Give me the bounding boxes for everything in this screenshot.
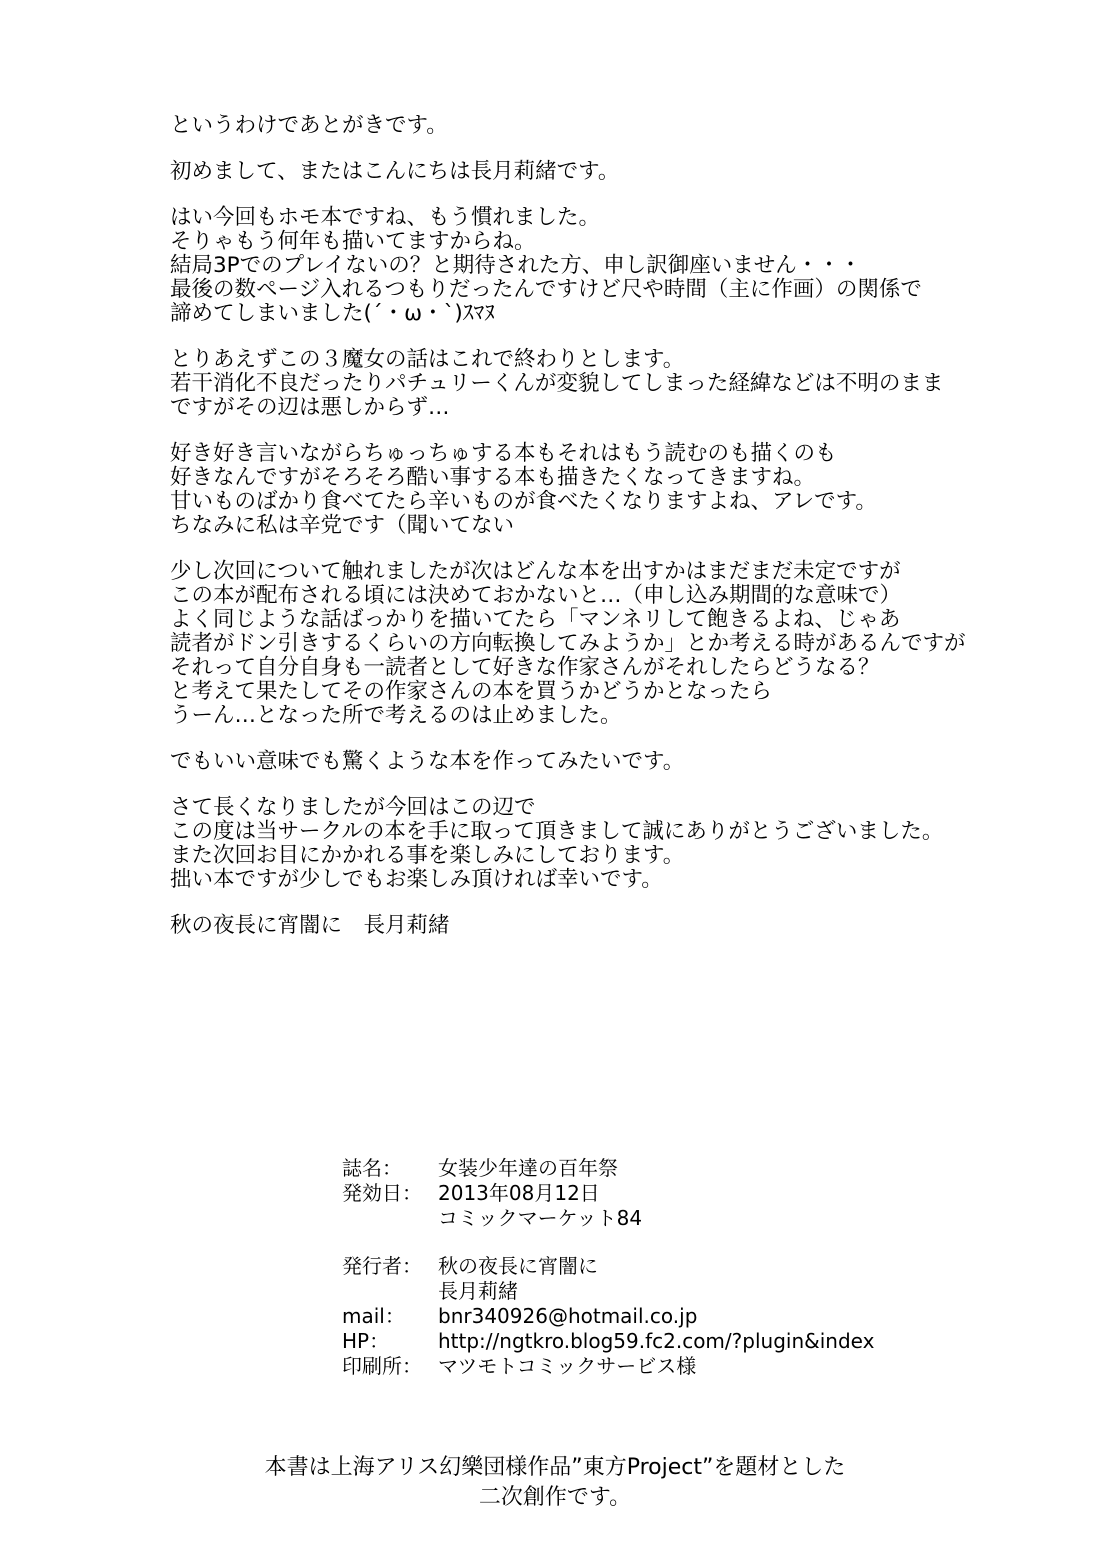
afterword-line: ですがその辺は悪しからず… [170,395,450,420]
title-label: 誌名： [342,1156,402,1180]
colophon-author-row [342,1279,1042,1304]
disclaimer-line-1: 本書は上海アリス幻樂団様作品”東方Project”を題材とした [264,1455,846,1480]
publisher-label: 発行者： [342,1254,422,1278]
afterword-line: それって自分自身も一読者として好きな作家さんがそれしたらどうなる？ [170,655,880,680]
afterword-line: 諦めてしまいました(´・ω・`)ｽﾏﾇ [170,301,496,326]
mail-value: bnr340926@hotmail.co.jp [438,1304,698,1328]
afterword-line: 拙い本ですが少しでもお楽しみ頂ければ幸いです。 [170,867,663,892]
afterword-line: とりあえずこの３魔女の話はこれで終わりとします。 [170,347,685,372]
afterword-line: 読者がドン引きするくらいの方向転換してみようか」とか考える時があるんですが [170,631,966,656]
date-label: 発効日： [342,1181,422,1205]
afterword-line: この度は当サークルの本を手に取って頂きまして誠にありがとうございました。 [170,819,944,844]
afterword-line: ちなみに私は辛党です（聞いてない [170,513,515,538]
colophon-printer-row [342,1354,1042,1379]
afterword-line: はい今回もホモ本ですね、もう慣れました。 [170,205,601,230]
hp-value: http://ngtkro.blog59.fc2.com/?plugin&index [438,1329,875,1353]
afterword-paragraph [170,796,1080,892]
afterword-paragraph [170,560,1080,728]
hp-label: HP： [342,1329,390,1353]
event-value: コミックマーケット84 [438,1206,643,1230]
afterword-line: 初めまして、またはこんにちは長月莉緒です。 [170,159,620,184]
afterword-text [170,114,1080,960]
afterword-line: 好きなんですがそろそろ酷い事する本も描きたくなってきますね。 [170,465,816,490]
afterword-line: よく同じような話ばっかりを描いてたら「マンネリして飽きるよね、じゃあ [170,607,901,632]
date-value: 2013年08月12日 [438,1181,600,1205]
afterword-line: さて長くなりましたが今回はこの辺で [170,795,536,820]
afterword-paragraph [170,160,1080,184]
colophon-event-row [342,1206,1042,1231]
author-value: 長月莉緒 [438,1279,518,1303]
afterword-paragraph [170,914,1080,938]
colophon-title-row [342,1156,1042,1181]
afterword-line: 秋の夜長に宵闇に 長月莉緒 [170,913,450,938]
colophon-hp-row [342,1329,1042,1354]
afterword-paragraph [170,750,1080,774]
printer-value: マツモトコミックサービス様 [438,1354,697,1378]
afterword-paragraph [170,348,1080,420]
afterword-line: というわけであとがきです。 [170,113,448,138]
afterword-paragraph [170,442,1080,538]
colophon [342,1156,1042,1379]
afterword-paragraph [170,206,1080,326]
afterword-line: 最後の数ページ入れるつもりだったんですけど尺や時間（主に作画）の関係で [170,277,922,302]
afterword-line: そりゃもう何年も描いてますからね。 [170,229,536,254]
afterword-line: 甘いものばかり食べてたら辛いものが食べたくなりますよね、アレです。 [170,489,877,514]
afterword-line: うーん…となった所で考えるのは止めました。 [170,703,622,728]
afterword-line: 少し次回について触れましたが次はどんな本を出すかはまだまだ未定ですが [170,559,901,584]
afterword-line: と考えて果たしてその作家さんの本を買うかどうかとなったら [170,679,773,704]
afterword-paragraph [170,114,1080,138]
afterword-line: 結局3Pでのプレイないの？と期待された方、申し訳御座いません・・・ [170,253,862,278]
mail-label: mail： [342,1304,405,1328]
publisher-value: 秋の夜長に宵闇に [438,1254,598,1278]
afterword-line: 若干消化不良だったりパチュリーくんが変貌してしまった経緯などは不明のまま [170,371,944,396]
colophon-publisher-row [342,1254,1042,1279]
colophon-date-row [342,1181,1042,1206]
afterword-line: でもいい意味でも驚くような本を作ってみたいです。 [170,749,685,774]
printer-label: 印刷所： [342,1354,422,1378]
colophon-mail-row [342,1304,1042,1329]
title-value: 女装少年達の百年祭 [438,1156,618,1180]
disclaimer [0,1453,1110,1513]
afterword-line: 好き好き言いながらちゅっちゅする本もそれはもう読むのも描くのも [170,441,837,466]
disclaimer-line-2: 二次創作です。 [478,1485,632,1510]
afterword-line: また次回お目にかかれる事を楽しみにしております。 [170,843,685,868]
afterword-line: この本が配布される頃には決めておかないと…（申し込み期間的な意味で） [170,583,902,608]
